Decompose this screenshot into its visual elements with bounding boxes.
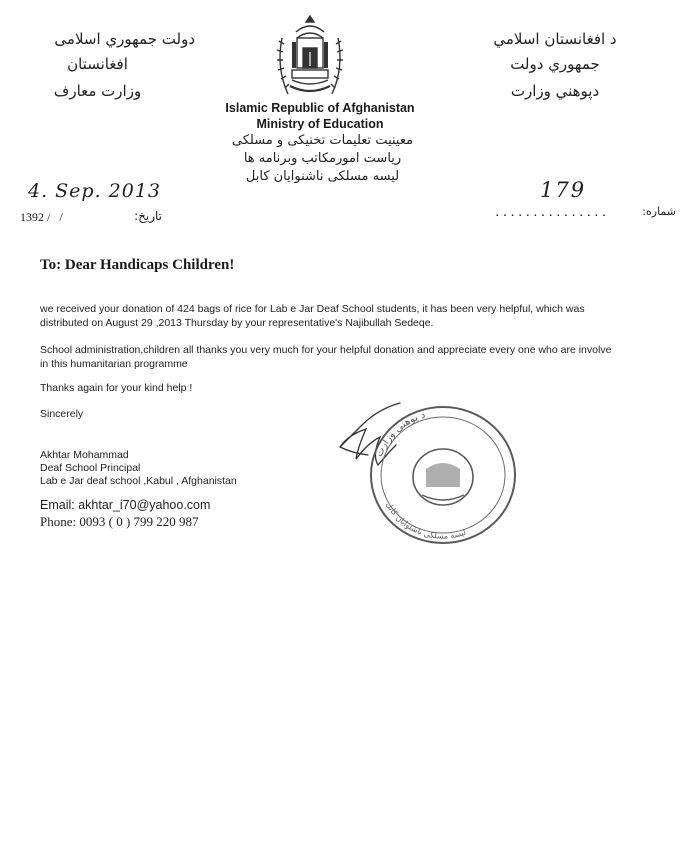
national-emblem-icon bbox=[270, 8, 350, 100]
letterhead-right-line1: د افغانستان اسلامي bbox=[493, 30, 617, 48]
stamp-top-text: د پوهنی وزارت bbox=[373, 409, 427, 459]
school-stamp-icon bbox=[358, 395, 528, 555]
handwritten-number: 179 bbox=[540, 178, 587, 202]
letterhead-right bbox=[440, 30, 670, 107]
number-label: شماره: bbox=[642, 205, 676, 218]
stamp-bottom-text: لیسه مسلکی ناشنوایان کابل bbox=[384, 500, 468, 541]
email-line: Email: akhtar_i70@yahoo.com bbox=[40, 498, 211, 512]
letterhead-center-fa bbox=[185, 133, 460, 187]
salutation: To: Dear Handicaps Children! bbox=[40, 257, 235, 273]
letterhead-right-line3: دپوهني وزارت bbox=[510, 82, 600, 100]
paragraph-donation: we received your donation of 424 bags of rice for Lab e Jar Deaf School students, it has been very helpful, which was distributed on August 29 ,2013 Thursday by your representative's Najibullah Sedeqe. bbox=[40, 303, 585, 329]
letterhead-right-line2: جمهوري دولت bbox=[510, 55, 600, 73]
paragraph-thanks: School administration,children all thanks you very much for your helpful donation and appreciate every one who are involve in this humanitarian programme bbox=[40, 344, 612, 370]
letterhead-subtitle: Ministry of Education bbox=[256, 117, 384, 131]
closing: Sincerely bbox=[40, 408, 84, 420]
letterhead-title: Islamic Republic of Afghanistan bbox=[225, 101, 415, 115]
center-fa-line3: لیسه مسلکی ناشنوایان کابل bbox=[245, 169, 400, 184]
signer-title: Deaf School Principal bbox=[40, 462, 141, 474]
center-fa-line2: ریاست امورمکاتب وبرنامه ها bbox=[243, 151, 402, 166]
phone-line: Phone: 0093 ( 0 ) 799 220 987 bbox=[40, 514, 199, 529]
signer-name: Akhtar Mohammad bbox=[40, 449, 129, 461]
letterhead-left-line3: وزارت معارف bbox=[53, 82, 142, 100]
date-prefix: 1392 / / bbox=[20, 210, 63, 224]
thanks-line: Thanks again for your kind help ! bbox=[40, 382, 193, 394]
letterhead-left bbox=[0, 30, 195, 107]
letterhead-left-line2: افغانستان bbox=[67, 55, 128, 73]
signer-org: Lab e Jar deaf school ,Kabul , Afghanistan bbox=[40, 475, 237, 487]
svg-text:لیسه مسلکی ناشنوایان کابل bbox=[384, 500, 467, 540]
center-fa-line1: معینیت تعلیمات تخنیکی و مسلکی bbox=[231, 133, 414, 148]
number-dots: ............... bbox=[494, 206, 609, 219]
svg-text:د پوهنی وزارت bbox=[374, 410, 427, 459]
date-label: تاریخ: bbox=[134, 209, 162, 223]
letterhead-left-line1: دولت جمهوري اسلامی bbox=[54, 30, 195, 48]
handwritten-date: 4. Sep. 2013 bbox=[28, 180, 162, 202]
